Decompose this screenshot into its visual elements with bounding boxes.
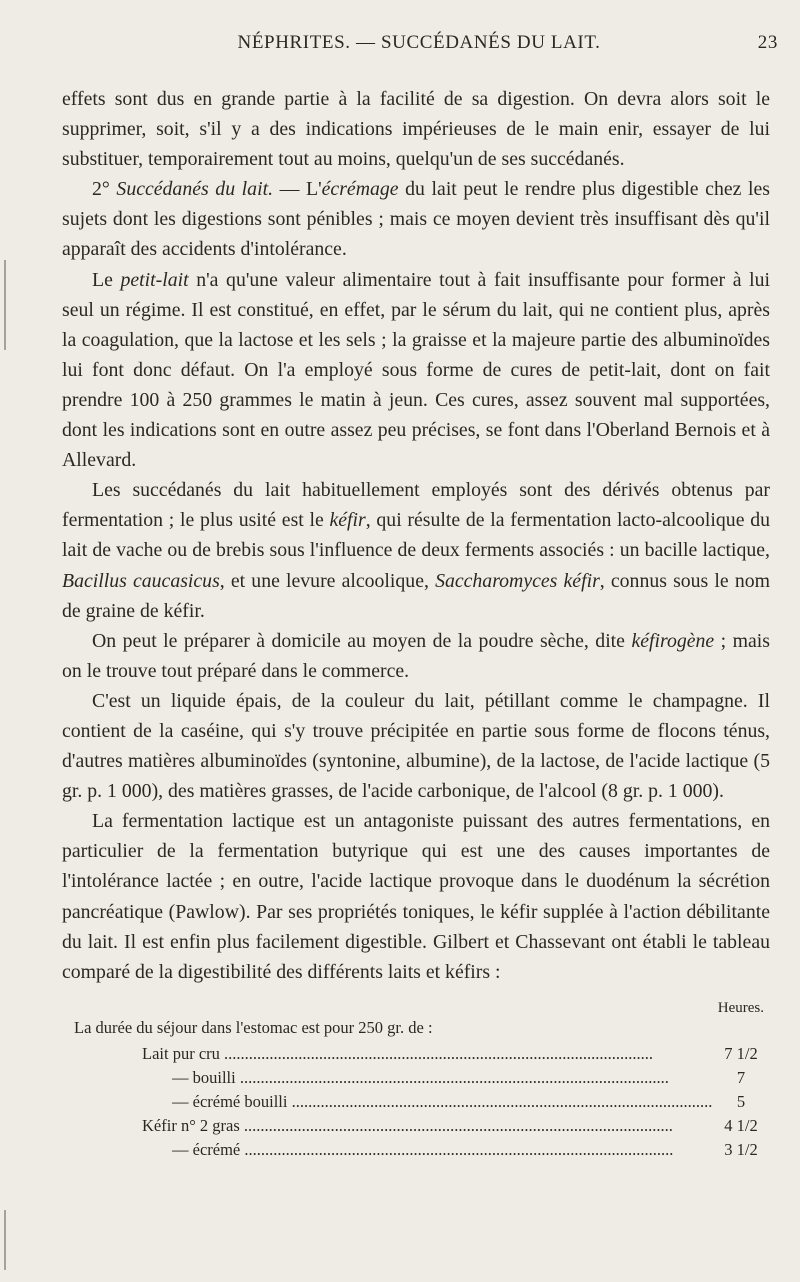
italic-term: écrémage (321, 178, 399, 201)
row-value: 4 1/2 (724, 1116, 758, 1135)
paragraph-petit-lait (62, 265, 770, 476)
text-span: Les succédanés du lait habituellement employés sont des dérivés obtenus par fermentation ; le plus usité est le (62, 479, 770, 532)
italic-term: petit-lait (120, 268, 189, 291)
row-value: 5 (736, 1092, 746, 1111)
paragraph-succedanes (62, 174, 770, 264)
table-unit-header: Heures. (717, 1000, 764, 1016)
paragraph-fermentation: La fermentation lactique est un antagoniste puissant des autres fermentations, en particulier de la fermentation butyrique qui est une des causes importantes de l'intolérance lactée ; en outre, l'acide lactique provoque dans le duodénum la sécrétion pancréatique (Pawlow). Par ses propriétés toniques, le kéfir supplée à l'action débilitante du lait. Il est enfin plus facilement digestible. Gilbert et Chassevant ont établi le tableau comparé de la digestibilité des différents laits et kéfirs : (62, 810, 770, 983)
row-label: — bouilli ..... (172, 1066, 712, 1090)
body-text (62, 84, 770, 987)
section-number: 2° (92, 178, 117, 201)
text-span: n'a qu'une valeur alimentaire tout à fait insuffisante pour former à lui seul un régime. Il est constitué, en effet, par le sérum du lait, qui ne contient plus, après la coagulation, que la lactose et les sels ; la graisse et la majeure partie des albuminoïdes lui font donc défaut. On l'a employé sous forme de cures de petit-lait, dont on fait prendre 100 à 250 grammes le matin à jeun. Ces cures, assez souvent mal supportées, dont les indications sont en outre assez peu précises, se font dans l'Oberland Bernois et à Allevard. (62, 268, 771, 472)
page-edge-mark (4, 1210, 6, 1270)
text-span: Le (92, 268, 121, 291)
italic-term: Saccharomyces kéfir (435, 569, 600, 592)
running-header (60, 32, 778, 60)
table-row (172, 1138, 770, 1162)
paragraph-preparation (62, 626, 770, 686)
text-span: On peut le préparer à domicile au moyen de la poudre sèche, dite (92, 629, 632, 652)
italic-term: Bacillus caucasicus (62, 569, 220, 592)
row-value: 3 1/2 (724, 1140, 758, 1159)
running-title: NÉPHRITES. — SUCCÉDANÉS DU LAIT. (237, 32, 601, 53)
table-caption: La durée du séjour dans l'estomac est pour 250 gr. de : (74, 1018, 433, 1037)
page-number: 23 (757, 32, 778, 53)
table-row (142, 1042, 770, 1066)
text-span: , et une levure alcoolique, (219, 569, 436, 592)
table-row (142, 1114, 770, 1138)
row-label: — écrémé ..... (172, 1138, 712, 1162)
text-span: — L' (273, 178, 322, 201)
row-label: — écrémé bouilli ..... (172, 1090, 712, 1114)
section-heading: Succédanés du lait. (116, 178, 274, 201)
page-edge-mark (4, 260, 6, 350)
table-row (172, 1090, 770, 1114)
row-value: 7 1/2 (724, 1044, 758, 1063)
paragraph-continuation: effets sont dus en grande partie à la facilité de sa digestion. On devra alors soit le supprimer, soit, s'il y a des indications impérieuses de le main enir, essayer de lui substituer, temporairement tout au moins, quelqu'un de ses succédanés. (62, 88, 770, 171)
row-label: Kéfir n° 2 gras ..... (142, 1114, 712, 1138)
paragraph-description: C'est un liquide épais, de la couleur du lait, pétillant comme le champagne. Il contient de la caséine, qui s'y trouve précipitée en partie sous forme de flocons ténus, d'autres matières albuminoïdes (syntonine, albumine), de la lactose, de l'acide lactique (5 gr. p. 1 000), des matières grasses, de l'acide carbonique, de l'alcool (8 gr. p. 1 000). (62, 689, 770, 803)
text-span: ; mais on le trouve tout préparé dans le commerce. (62, 629, 770, 682)
text-span: , connus sous le nom de graine de kéfir. (62, 569, 770, 622)
italic-term: kéfir (329, 509, 366, 532)
row-label: Lait pur cru ..... (142, 1042, 712, 1066)
paragraph-kefir (62, 475, 770, 625)
text-span: du lait peut le rendre plus digestible chez les sujets dont les digestions sont pénibles ; mais ce moyen devient très insuffisant dès qu'il apparaît des accidents d'intolérance. (62, 178, 770, 261)
italic-term: kéfirogène (631, 629, 715, 652)
text-span: , qui résulte de la fermentation lacto-alcoolique du lait de vache ou de brebis sous l'influence de deux ferments associés : un bacille lactique, (62, 509, 770, 562)
table-row (172, 1066, 770, 1090)
row-value: 7 (736, 1068, 746, 1087)
